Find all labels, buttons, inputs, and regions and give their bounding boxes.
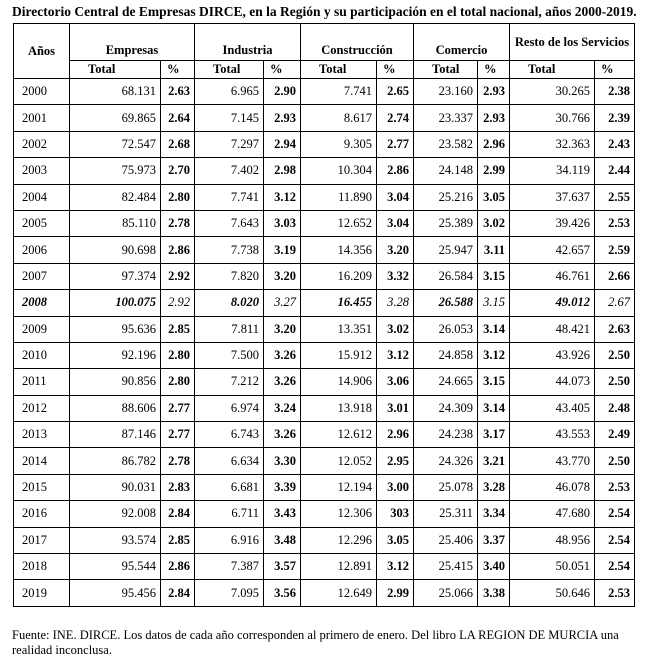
pct-cell: 3.43 (264, 501, 301, 527)
year-cell: 2013 (14, 422, 70, 448)
total-cell: 13.351 (301, 316, 377, 342)
table-row (14, 105, 635, 131)
dirce-table (13, 23, 635, 607)
total-cell: 25.311 (414, 501, 478, 527)
total-cell: 7.741 (301, 79, 377, 105)
pct-cell: 2.63 (595, 316, 635, 342)
pct-cell: 3.15 (478, 263, 510, 289)
total-cell: 93.574 (70, 527, 161, 553)
total-cell: 100.075 (70, 290, 161, 316)
pct-cell: 3.02 (377, 316, 414, 342)
pct-cell: 2.92 (161, 290, 195, 316)
table-row (14, 554, 635, 580)
year-cell: 2006 (14, 237, 70, 263)
total-cell: 6.681 (195, 474, 264, 500)
pct-cell: 2.54 (595, 554, 635, 580)
total-cell: 24.665 (414, 369, 478, 395)
header-years: Años (14, 24, 70, 79)
table-title: Directorio Central de Empresas DIRCE, en la Región y su participación en el total nacional, años 2000-2019. (12, 4, 637, 19)
pct-cell: 2.98 (264, 158, 301, 184)
total-cell: 6.711 (195, 501, 264, 527)
total-cell: 6.974 (195, 395, 264, 421)
pct-cell: 3.34 (478, 501, 510, 527)
pct-cell: 2.74 (377, 105, 414, 131)
subheader-total: Total (510, 61, 595, 79)
year-cell: 2014 (14, 448, 70, 474)
pct-cell: 3.12 (264, 184, 301, 210)
subheader-pct: % (595, 61, 635, 79)
year-cell: 2002 (14, 131, 70, 157)
pct-cell: 2.85 (161, 527, 195, 553)
total-cell: 43.405 (510, 395, 595, 421)
pct-cell: 2.54 (595, 501, 635, 527)
table-row (14, 79, 635, 105)
pct-cell: 3.56 (264, 580, 301, 606)
total-cell: 68.131 (70, 79, 161, 105)
total-cell: 7.741 (195, 184, 264, 210)
header-comercio: Comercio (414, 24, 510, 61)
total-cell: 50.646 (510, 580, 595, 606)
total-cell: 7.500 (195, 342, 264, 368)
total-cell: 25.406 (414, 527, 478, 553)
table-row (14, 316, 635, 342)
total-cell: 44.073 (510, 369, 595, 395)
pct-cell: 3.05 (478, 184, 510, 210)
total-cell: 23.337 (414, 105, 478, 131)
total-cell: 8.020 (195, 290, 264, 316)
table-row (14, 369, 635, 395)
total-cell: 90.856 (70, 369, 161, 395)
total-cell: 92.008 (70, 501, 161, 527)
table-row (14, 527, 635, 553)
pct-cell: 2.39 (595, 105, 635, 131)
total-cell: 26.588 (414, 290, 478, 316)
pct-cell: 2.59 (595, 237, 635, 263)
total-cell: 7.402 (195, 158, 264, 184)
total-cell: 7.820 (195, 263, 264, 289)
total-cell: 90.031 (70, 474, 161, 500)
pct-cell: 3.04 (377, 210, 414, 236)
pct-cell: 3.26 (264, 369, 301, 395)
total-cell: 88.606 (70, 395, 161, 421)
pct-cell: 2.55 (595, 184, 635, 210)
year-cell: 2009 (14, 316, 70, 342)
pct-cell: 2.95 (377, 448, 414, 474)
total-cell: 12.296 (301, 527, 377, 553)
table-row (14, 290, 635, 316)
total-cell: 25.216 (414, 184, 478, 210)
pct-cell: 3.01 (377, 395, 414, 421)
year-cell: 2005 (14, 210, 70, 236)
pct-cell: 2.78 (161, 448, 195, 474)
pct-cell: 3.12 (377, 554, 414, 580)
pct-cell: 303 (377, 501, 414, 527)
pct-cell: 2.67 (595, 290, 635, 316)
total-cell: 25.078 (414, 474, 478, 500)
total-cell: 7.145 (195, 105, 264, 131)
pct-cell: 3.12 (377, 342, 414, 368)
total-cell: 16.209 (301, 263, 377, 289)
pct-cell: 2.80 (161, 369, 195, 395)
total-cell: 30.265 (510, 79, 595, 105)
total-cell: 87.146 (70, 422, 161, 448)
table-row (14, 131, 635, 157)
year-cell: 2001 (14, 105, 70, 131)
pct-cell: 3.04 (377, 184, 414, 210)
pct-cell: 2.92 (161, 263, 195, 289)
total-cell: 24.238 (414, 422, 478, 448)
year-cell: 2003 (14, 158, 70, 184)
total-cell: 42.657 (510, 237, 595, 263)
table-row (14, 184, 635, 210)
header-construccion: Construcción (301, 24, 414, 61)
total-cell: 46.761 (510, 263, 595, 289)
total-cell: 46.078 (510, 474, 595, 500)
pct-cell: 2.49 (595, 422, 635, 448)
pct-cell: 3.21 (478, 448, 510, 474)
total-cell: 23.160 (414, 79, 478, 105)
total-cell: 43.553 (510, 422, 595, 448)
total-cell: 16.455 (301, 290, 377, 316)
total-cell: 25.066 (414, 580, 478, 606)
total-cell: 12.194 (301, 474, 377, 500)
total-cell: 12.652 (301, 210, 377, 236)
total-cell: 26.053 (414, 316, 478, 342)
pct-cell: 2.50 (595, 448, 635, 474)
pct-cell: 2.50 (595, 369, 635, 395)
total-cell: 12.891 (301, 554, 377, 580)
total-cell: 25.389 (414, 210, 478, 236)
total-cell: 95.456 (70, 580, 161, 606)
total-cell: 7.297 (195, 131, 264, 157)
pct-cell: 2.93 (264, 105, 301, 131)
total-cell: 7.643 (195, 210, 264, 236)
pct-cell: 2.68 (161, 131, 195, 157)
pct-cell: 3.40 (478, 554, 510, 580)
table-row (14, 263, 635, 289)
table-row (14, 395, 635, 421)
pct-cell: 2.94 (264, 131, 301, 157)
total-cell: 12.306 (301, 501, 377, 527)
year-cell: 2019 (14, 580, 70, 606)
total-cell: 75.973 (70, 158, 161, 184)
total-cell: 72.547 (70, 131, 161, 157)
table-row (14, 342, 635, 368)
pct-cell: 3.06 (377, 369, 414, 395)
table-row (14, 422, 635, 448)
pct-cell: 2.86 (377, 158, 414, 184)
year-cell: 2004 (14, 184, 70, 210)
year-cell: 2017 (14, 527, 70, 553)
pct-cell: 2.77 (161, 422, 195, 448)
pct-cell: 3.00 (377, 474, 414, 500)
pct-cell: 2.99 (478, 158, 510, 184)
pct-cell: 2.86 (161, 237, 195, 263)
total-cell: 15.912 (301, 342, 377, 368)
pct-cell: 3.32 (377, 263, 414, 289)
total-cell: 39.426 (510, 210, 595, 236)
subheader-pct: % (377, 61, 414, 79)
total-cell: 12.612 (301, 422, 377, 448)
total-cell: 32.363 (510, 131, 595, 157)
total-cell: 86.782 (70, 448, 161, 474)
pct-cell: 2.43 (595, 131, 635, 157)
total-cell: 13.918 (301, 395, 377, 421)
year-cell: 2000 (14, 79, 70, 105)
pct-cell: 3.57 (264, 554, 301, 580)
pct-cell: 2.80 (161, 342, 195, 368)
pct-cell: 2.84 (161, 501, 195, 527)
year-cell: 2011 (14, 369, 70, 395)
total-cell: 14.356 (301, 237, 377, 263)
pct-cell: 2.44 (595, 158, 635, 184)
footnote: Fuente: INE. DIRCE. Los datos de cada año corresponden al primero de enero. Del libro LA REGION DE MURCIA una realidad inconclusa. (12, 628, 619, 657)
total-cell: 47.680 (510, 501, 595, 527)
pct-cell: 2.96 (377, 422, 414, 448)
total-cell: 90.698 (70, 237, 161, 263)
pct-cell: 3.38 (478, 580, 510, 606)
pct-cell: 3.15 (478, 290, 510, 316)
pct-cell: 3.26 (264, 342, 301, 368)
pct-cell: 3.24 (264, 395, 301, 421)
pct-cell: 3.14 (478, 395, 510, 421)
year-cell: 2010 (14, 342, 70, 368)
total-cell: 7.738 (195, 237, 264, 263)
pct-cell: 3.11 (478, 237, 510, 263)
pct-cell: 2.86 (161, 554, 195, 580)
pct-cell: 3.37 (478, 527, 510, 553)
pct-cell: 3.14 (478, 316, 510, 342)
table-row (14, 237, 635, 263)
total-cell: 7.212 (195, 369, 264, 395)
header-empresas: Empresas (70, 24, 195, 61)
total-cell: 95.544 (70, 554, 161, 580)
pct-cell: 3.20 (264, 263, 301, 289)
total-cell: 14.906 (301, 369, 377, 395)
total-cell: 85.110 (70, 210, 161, 236)
subheader-total: Total (70, 61, 161, 79)
total-cell: 25.947 (414, 237, 478, 263)
pct-cell: 3.02 (478, 210, 510, 236)
pct-cell: 3.05 (377, 527, 414, 553)
table-row (14, 158, 635, 184)
pct-cell: 2.78 (161, 210, 195, 236)
total-cell: 24.858 (414, 342, 478, 368)
total-cell: 82.484 (70, 184, 161, 210)
pct-cell: 2.99 (377, 580, 414, 606)
pct-cell: 2.66 (595, 263, 635, 289)
pct-cell: 2.65 (377, 79, 414, 105)
table-body (14, 79, 635, 607)
total-cell: 69.865 (70, 105, 161, 131)
total-cell: 43.770 (510, 448, 595, 474)
total-cell: 49.012 (510, 290, 595, 316)
total-cell: 24.309 (414, 395, 478, 421)
pct-cell: 3.20 (377, 237, 414, 263)
total-cell: 34.119 (510, 158, 595, 184)
pct-cell: 3.30 (264, 448, 301, 474)
total-cell: 37.637 (510, 184, 595, 210)
year-cell: 2008 (14, 290, 70, 316)
header-row-groups (14, 24, 635, 61)
total-cell: 43.926 (510, 342, 595, 368)
total-cell: 7.811 (195, 316, 264, 342)
pct-cell: 2.53 (595, 210, 635, 236)
table-row (14, 580, 635, 606)
total-cell: 26.584 (414, 263, 478, 289)
total-cell: 6.916 (195, 527, 264, 553)
table-row (14, 501, 635, 527)
pct-cell: 3.03 (264, 210, 301, 236)
total-cell: 30.766 (510, 105, 595, 131)
total-cell: 11.890 (301, 184, 377, 210)
total-cell: 10.304 (301, 158, 377, 184)
pct-cell: 2.63 (161, 79, 195, 105)
pct-cell: 2.93 (478, 79, 510, 105)
pct-cell: 3.19 (264, 237, 301, 263)
pct-cell: 2.93 (478, 105, 510, 131)
pct-cell: 2.85 (161, 316, 195, 342)
pct-cell: 2.77 (377, 131, 414, 157)
subheader-total: Total (414, 61, 478, 79)
total-cell: 95.636 (70, 316, 161, 342)
pct-cell: 3.27 (264, 290, 301, 316)
total-cell: 97.374 (70, 263, 161, 289)
pct-cell: 2.80 (161, 184, 195, 210)
pct-cell: 2.70 (161, 158, 195, 184)
pct-cell: 2.53 (595, 474, 635, 500)
table-row (14, 448, 635, 474)
pct-cell: 3.12 (478, 342, 510, 368)
total-cell: 9.305 (301, 131, 377, 157)
total-cell: 92.196 (70, 342, 161, 368)
pct-cell: 3.48 (264, 527, 301, 553)
subheader-pct: % (264, 61, 301, 79)
pct-cell: 3.28 (377, 290, 414, 316)
pct-cell: 3.39 (264, 474, 301, 500)
header-resto-servicios: Resto de los Servicios (510, 24, 635, 61)
total-cell: 6.634 (195, 448, 264, 474)
total-cell: 25.415 (414, 554, 478, 580)
year-cell: 2016 (14, 501, 70, 527)
total-cell: 24.326 (414, 448, 478, 474)
total-cell: 8.617 (301, 105, 377, 131)
subheader-total: Total (301, 61, 377, 79)
total-cell: 6.743 (195, 422, 264, 448)
total-cell: 6.965 (195, 79, 264, 105)
pct-cell: 3.15 (478, 369, 510, 395)
pct-cell: 2.84 (161, 580, 195, 606)
pct-cell: 2.90 (264, 79, 301, 105)
pct-cell: 2.77 (161, 395, 195, 421)
total-cell: 7.095 (195, 580, 264, 606)
pct-cell: 2.83 (161, 474, 195, 500)
pct-cell: 2.64 (161, 105, 195, 131)
subheader-pct: % (161, 61, 195, 79)
total-cell: 12.649 (301, 580, 377, 606)
header-row-subcolumns (14, 61, 635, 79)
table-row (14, 210, 635, 236)
header-industria: Industria (195, 24, 301, 61)
year-cell: 2007 (14, 263, 70, 289)
pct-cell: 2.50 (595, 342, 635, 368)
pct-cell: 3.17 (478, 422, 510, 448)
total-cell: 50.051 (510, 554, 595, 580)
subheader-pct: % (478, 61, 510, 79)
total-cell: 12.052 (301, 448, 377, 474)
table-row (14, 474, 635, 500)
year-cell: 2015 (14, 474, 70, 500)
total-cell: 48.956 (510, 527, 595, 553)
pct-cell: 2.48 (595, 395, 635, 421)
pct-cell: 2.96 (478, 131, 510, 157)
subheader-total: Total (195, 61, 264, 79)
pct-cell: 3.28 (478, 474, 510, 500)
year-cell: 2018 (14, 554, 70, 580)
pct-cell: 2.53 (595, 580, 635, 606)
total-cell: 7.387 (195, 554, 264, 580)
pct-cell: 3.26 (264, 422, 301, 448)
total-cell: 24.148 (414, 158, 478, 184)
pct-cell: 2.38 (595, 79, 635, 105)
total-cell: 48.421 (510, 316, 595, 342)
pct-cell: 3.20 (264, 316, 301, 342)
year-cell: 2012 (14, 395, 70, 421)
pct-cell: 2.54 (595, 527, 635, 553)
total-cell: 23.582 (414, 131, 478, 157)
